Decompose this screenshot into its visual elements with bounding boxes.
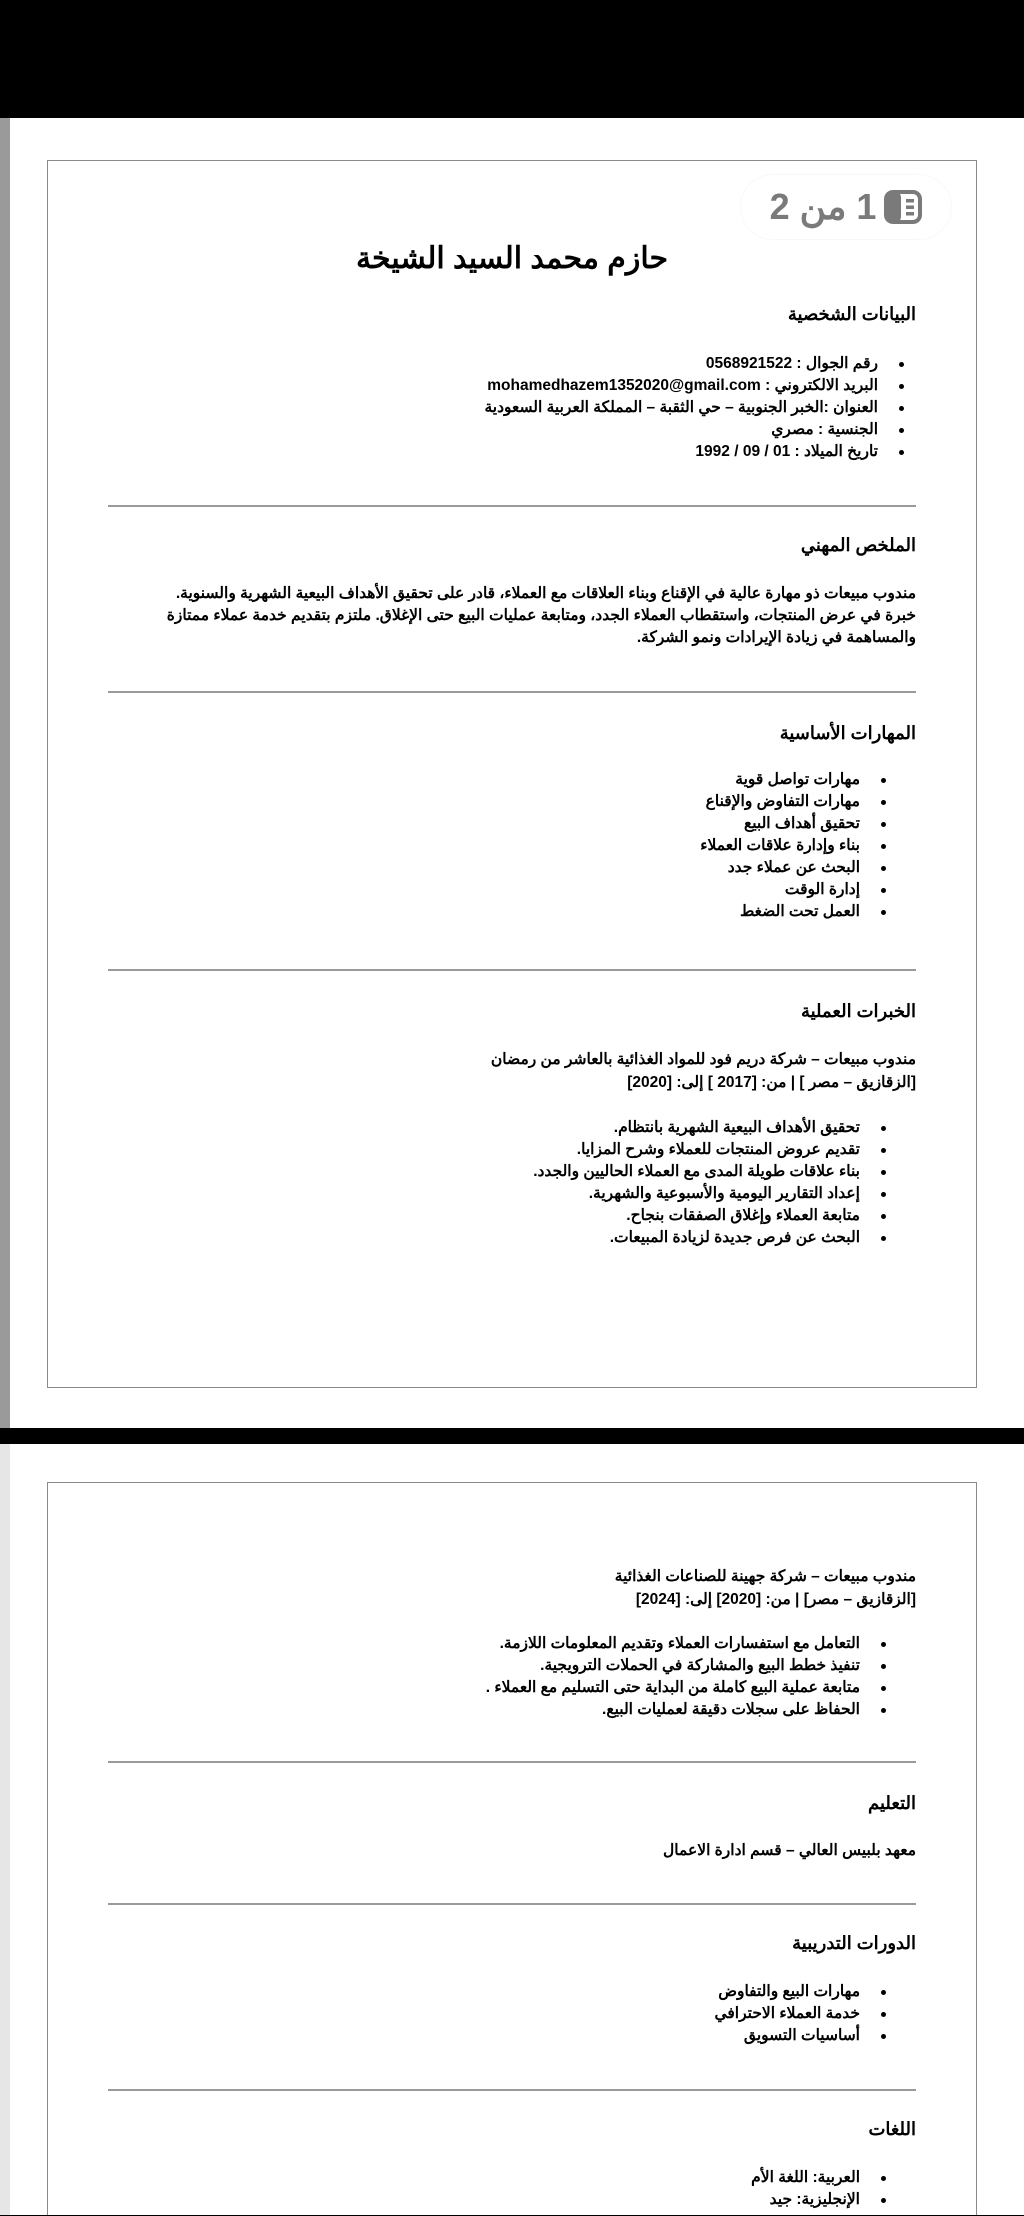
skill-item: مهارات التفاوض والإقناع bbox=[700, 791, 860, 813]
duty-item: الحفاظ على سجلات دقيقة لعمليات البيع. bbox=[486, 1699, 860, 1721]
education-text: معهد بلبيس العالي – قسم ادارة الاعمال bbox=[663, 1842, 916, 1859]
course-item: خدمة العملاء الاحترافي bbox=[714, 2003, 860, 2025]
skill-item: البحث عن عملاء جدد bbox=[700, 857, 860, 879]
languages-list bbox=[751, 2167, 888, 2211]
divider bbox=[108, 1903, 916, 1905]
skill-item: بناء وإدارة علاقات العملاء bbox=[700, 835, 860, 857]
course-item: أساسيات التسويق bbox=[714, 2025, 860, 2047]
divider bbox=[108, 691, 916, 693]
job1-title: مندوب مبيعات – شركة دريم فود للمواد الغذائية بالعاشر من رمضان bbox=[490, 1051, 916, 1068]
personal-list bbox=[484, 353, 906, 463]
divider bbox=[108, 1761, 916, 1763]
personal-email: البريد الالكتروني : mohamedhazem1352020@gmail.com bbox=[484, 375, 878, 397]
document-page-2 bbox=[47, 1482, 977, 2215]
page-indicator-text: 1 من 2 bbox=[769, 186, 877, 227]
duty-item: البحث عن فرص جديدة لزيادة المبيعات. bbox=[533, 1227, 860, 1249]
personal-phone: رقم الجوال : 0568921522 bbox=[484, 353, 878, 375]
heading-courses: الدورات التدريبية bbox=[792, 1933, 916, 1953]
heading-skills: المهارات الأساسية bbox=[779, 723, 916, 743]
scrollbar-thumb[interactable] bbox=[0, 118, 10, 1428]
duty-item: التعامل مع استفسارات العملاء وتقديم المعلومات اللازمة. bbox=[486, 1633, 860, 1655]
personal-nationality: الجنسية : مصري bbox=[484, 419, 878, 441]
page-separator bbox=[0, 1428, 1024, 1444]
duty-item: متابعة العملاء وإغلاق الصفقات بنجاح. bbox=[533, 1205, 860, 1227]
heading-personal: البيانات الشخصية bbox=[787, 304, 916, 324]
duty-item: متابعة عملية البيع كاملة من البداية حتى التسليم مع العملاء . bbox=[486, 1677, 860, 1699]
heading-education: التعليم bbox=[868, 1793, 916, 1813]
duty-item: تحقيق الأهداف البيعية الشهرية بانتظام. bbox=[533, 1117, 860, 1139]
summary-line: والمساهمة في زيادة الإيرادات ونمو الشركة. bbox=[636, 629, 916, 646]
job1-meta: [الزقازيق – مصر ] | من: [2017 ] إلى: [2020] bbox=[627, 1074, 916, 1091]
job2-meta: [الزقازيق – مصر] | من: [2020] إلى: [2024] bbox=[635, 1591, 916, 1608]
personal-address: العنوان :الخبر الجنوبية – حي الثقبة – المملكة العربية السعودية bbox=[484, 397, 878, 419]
heading-experience: الخبرات العملية bbox=[800, 1001, 916, 1021]
personal-birthdate: تاريخ الميلاد : 01 / 09 / 1992 bbox=[484, 441, 878, 463]
language-item: العربية: اللغة الأم bbox=[751, 2167, 860, 2189]
summary-line: خبرة في عرض المنتجات، واستقطاب العملاء الجدد، ومتابعة عمليات البيع حتى الإغلاق. ملتزم بتقديم خدمة عملاء ممتازة bbox=[166, 607, 916, 624]
summary-line: مندوب مبيعات ذو مهارة عالية في الإقناع وبناء العلاقات مع العملاء، قادر على تحقيق الأهداف البيعية الشهرية والسنوية. bbox=[175, 585, 916, 602]
course-item: مهارات البيع والتفاوض bbox=[714, 1981, 860, 2003]
duty-item: تقديم عروض المنتجات للعملاء وشرح المزايا. bbox=[533, 1139, 860, 1161]
job1-duties bbox=[533, 1117, 888, 1249]
divider bbox=[108, 505, 916, 507]
job2-duties bbox=[486, 1633, 888, 1721]
document-page-1 bbox=[47, 160, 977, 1388]
divider bbox=[108, 2089, 916, 2091]
duty-item: بناء علاقات طويلة المدى مع العملاء الحاليين والجدد. bbox=[533, 1161, 860, 1183]
duty-item: إعداد التقارير اليومية والأسبوعية والشهرية. bbox=[533, 1183, 860, 1205]
candidate-name: حازم محمد السيد الشيخة bbox=[355, 242, 669, 275]
job2-title: مندوب مبيعات – شركة جهينة للصناعات الغذائية bbox=[614, 1568, 916, 1585]
divider bbox=[108, 969, 916, 971]
skill-item: إدارة الوقت bbox=[700, 879, 860, 901]
skills-list bbox=[700, 769, 888, 923]
skill-item: تحقيق أهداف البيع bbox=[700, 813, 860, 835]
language-item: الإنجليزية: جيد bbox=[751, 2189, 860, 2211]
courses-list bbox=[714, 1981, 888, 2047]
skill-item: العمل تحت الضغط bbox=[700, 901, 860, 923]
heading-languages: اللغات bbox=[868, 2119, 916, 2139]
heading-summary: الملخص المهني bbox=[800, 535, 916, 555]
skill-item: مهارات تواصل قوية bbox=[700, 769, 860, 791]
summary-text bbox=[108, 583, 916, 649]
duty-item: تنفيذ خطط البيع والمشاركة في الحملات الترويجية. bbox=[486, 1655, 860, 1677]
